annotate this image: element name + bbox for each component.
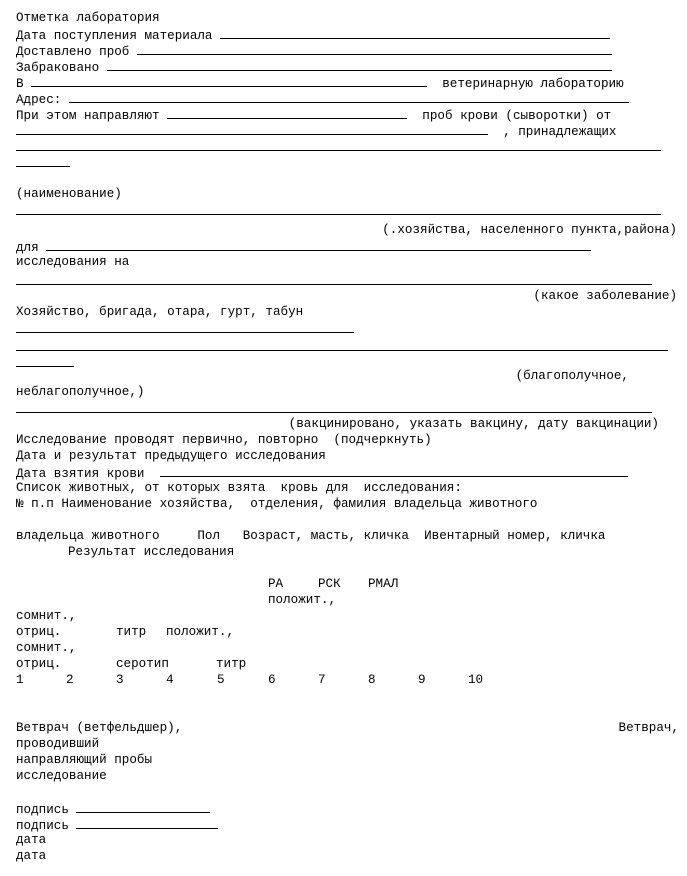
delivered-label: Доставлено проб [16,45,130,59]
farm-units-row [16,320,354,338]
status-row [16,338,668,356]
animal-list-label: Список животных, от которых взята кровь для исследования: [16,481,462,495]
lab-blank[interactable] [31,74,427,87]
date-label-1: дата [16,833,47,847]
blood-date-label: Дата взятия крови [16,467,145,481]
disease-hint: (какое заболевание) [533,289,677,303]
research-type: Исследование проводят первично, повторно (подчеркнуть) [16,433,432,447]
col-number: 1 [16,673,24,687]
negative-2: отриц. [16,657,62,671]
address-label: Адрес: [16,93,62,107]
for-blank[interactable] [46,238,591,251]
table-header-1: № п.п Наименование хозяйства, отделения, фамилия владельца животного [16,497,538,511]
address-blank[interactable] [69,90,629,103]
owner-row-cont [16,154,70,172]
col-number: 9 [418,673,426,687]
vacc-blank[interactable] [16,400,652,413]
col-number: 4 [166,673,174,687]
status-hint-1: (благополучное, [515,369,629,383]
rejected-label: Забраковано [16,61,100,75]
conducting-label: проводивший [16,737,100,751]
to-suffix-label: ветеринарную лабораторию [442,77,624,91]
signature-blank-2[interactable] [76,816,218,829]
col-number: 6 [268,673,276,687]
form-header: Отметка лаборатория [16,11,160,25]
source-blank[interactable] [16,122,488,135]
date-label-2: дата [16,849,47,863]
col-number: 2 [66,673,74,687]
test-ra: РА [268,577,284,591]
doubtful-2: сомнит., [16,641,77,655]
sending-count-blank[interactable] [167,106,407,119]
for-label: для [16,241,39,255]
rejected-blank[interactable] [107,58,612,71]
sending-prefix-label: При этом направляют [16,109,160,123]
delivered-blank[interactable] [137,42,612,55]
receipt-date-blank[interactable] [220,26,610,39]
vet-right: Ветврач, [618,721,679,735]
serotype-label: серотип [116,657,169,671]
vet-left: Ветврач (ветфельдшер), [16,721,183,735]
prev-result: Дата и результат предыдущего исследования [16,449,326,463]
status-blank[interactable] [16,338,668,351]
table-header-2: владельца животного Пол Возраст, масть, кличка Ивентарный номер, кличка [16,529,606,543]
signature-label-1: подпись [16,803,69,817]
col-number: 7 [318,673,326,687]
blood-date-blank[interactable] [160,464,628,477]
col-number: 5 [217,673,225,687]
signature-blank-1[interactable] [76,800,210,813]
signature-label-2: подпись [16,819,69,833]
col-number: 8 [368,673,376,687]
titer-positive: положит., [166,625,235,639]
receipt-date-label: Дата поступления материала [16,29,213,43]
owner-row [16,138,661,156]
to-prefix-label: В [16,77,24,91]
sending-samples-label: направляющий пробы [16,753,153,767]
status-blank-cont[interactable] [16,354,74,367]
table-header-3: Результат исследования [68,545,235,559]
signature-row-2 [16,816,218,834]
doubtful-1: сомнит., [16,609,77,623]
titer-label: титр [116,625,147,639]
belonging-label: , принадлежащих [503,125,617,139]
disease-blank[interactable] [16,272,652,285]
status-row-cont [16,354,74,372]
test-rsk: РСК [318,577,341,591]
col-number: 3 [116,673,124,687]
col-number: 10 [468,673,484,687]
farm-units-blank[interactable] [16,320,354,333]
research-label: исследование [16,769,107,783]
farm-blank[interactable] [16,202,661,215]
test-rmal: РМАЛ [368,577,399,591]
farm-units-label: Хозяйство, бригада, отара, гурт, табун [16,305,304,319]
farm-row [16,202,661,220]
positive-label: положит., [268,593,337,607]
titer-2-label: титр [216,657,247,671]
owner-blank-cont[interactable] [16,154,70,167]
research-on-label: исследования на [16,255,130,269]
sending-mid-label: проб крови (сыворотки) от [422,109,612,123]
name-label: (наименование) [16,187,122,201]
negative-1: отриц. [16,625,62,639]
farm-hint: (.хозяйства, населенного пункта,района) [382,223,677,237]
vacc-hint: (вакцинировано, указать вакцину, дату вакцинации) [288,417,659,431]
owner-blank[interactable] [16,138,661,151]
status-hint-2: неблагополучное,) [16,385,145,399]
